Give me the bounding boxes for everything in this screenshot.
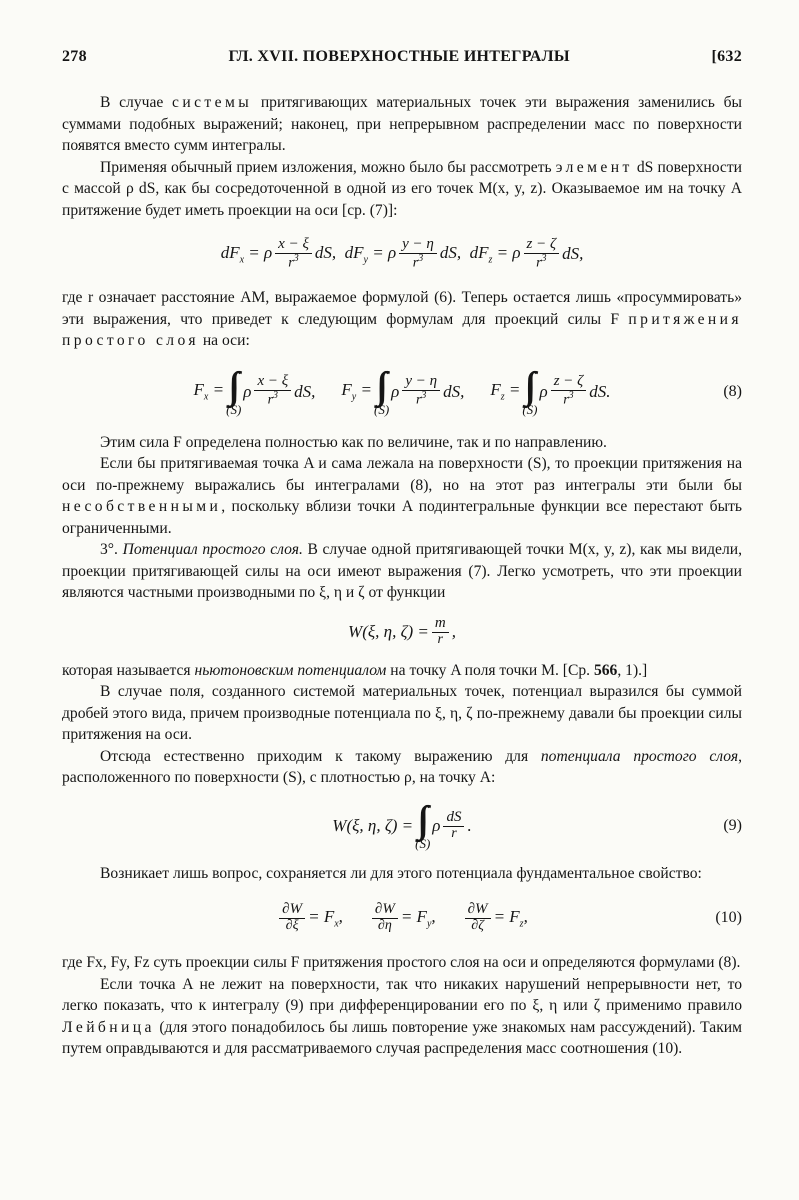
- equation-number: (10): [715, 909, 742, 926]
- equation-dF: $dF_x = \rho$ $\frac{x - \xi}{r^3}$ dS, $dF_y = \rho$ $\frac{y - \eta}{r^3}$ dS, $dF_z = \rho$ $\frac{z - \zeta}{r^3}$ dS,: [220, 235, 584, 271]
- paragraph-newtonian: которая называется ньютоновским потенциалом на точку A поля точки M. [Ср. 566, 1).]: [62, 661, 648, 679]
- equation-8: $F_x$ = ∫∫ (S) ρ $\frac{x - \xi}{r^3}$ dS, $F_y$ = ∫∫ (S) ρ $\frac{y - \eta}{r^3}$ dS, $F_z$ = ∫∫ (S) ρ $\frac{z - \zeta}{r^3}$ dS. (8): [193, 365, 742, 417]
- equation-number: (8): [723, 382, 742, 400]
- equation-newton-potential: W(ξ, η, ζ) = $\frac{m}{r}$ ,: [348, 614, 456, 647]
- paragraph-force-defined: Этим сила F определена полностью как по величине, так и по направлению.: [100, 433, 607, 451]
- equation-9: W(ξ, η, ζ) = ∫∫ (S) ρ $\frac{dS}{r}$ . (9): [332, 799, 742, 851]
- chapter-title: ГЛ. XVII. ПОВЕРХНОСТНЫЕ ИНТЕГРАЛЫ: [228, 48, 570, 65]
- paragraph-projections: где Fx, Fy, Fz суть проекции силы F притяжения простого слоя на оси и определяются формулами (8).: [62, 954, 741, 971]
- paragraph-leibniz: Если точка A не лежит на поверхности, так что никаких нарушений непрерывности нет, то легко показать, что к интегралу (9) при дифференцировании его по ξ, η или ζ применимо правило Лейбница (для этого понадобилось бы лишь повторение уже знакомых нам рассуждений). Таким путем оправдываются и для рассматриваемого случая распределения масс соотношения (10).: [62, 975, 742, 1057]
- section-number: [632: [711, 48, 742, 65]
- page-number: 278: [62, 48, 87, 65]
- equation-number: (9): [723, 816, 742, 834]
- paragraph-layer-potential: Отсюда естественно приходим к такому выражению для потенциала простого слоя, расположенного по поверхности (S), с плотностью ρ, на точку A:: [62, 747, 742, 786]
- paragraph-field: В случае поля, созданного системой материальных точек, потенциал выразился бы суммой дробей этого вида, причем производные потенциала по ξ, η, ζ по-прежнему давали бы проекции силы притяжения на оси.: [62, 683, 742, 743]
- paragraph-systems: В случае системы притягивающих материальных точек эти выражения заменились бы суммами подобных выражений; наконец, при непрерывном распределении масс по поверхности появятся вместо сумм интегралы.: [62, 94, 742, 154]
- paragraph-improper: Если бы притягиваемая точка A и сама лежала на поверхности (S), то проекции притяжения на оси по-прежнему выражались бы интегралами (8), но на этот раз интегралы эти были бы несобственными, поскольку вблизи точки A подинтегральные функции все перестают быть ограниченными.: [62, 455, 742, 537]
- page: [62, 48, 742, 1060]
- paragraph-element: Применяя обычный прием изложения, можно было бы рассмотреть элемент dS поверхности с массой ρ dS, как бы сосредоточенной в одной из его точек M(x, y, z). Оказываемое им на точку A притяжение будет иметь проекции на оси [ср. (7)]:: [62, 158, 742, 219]
- running-header: [62, 48, 742, 66]
- paragraph-question: Возникает лишь вопрос, сохраняется ли для этого потенциала фундаментальное свойство:: [100, 864, 702, 882]
- equation-10: $\frac{\partial W}{\partial\xi}$ = $F_x$, $\frac{\partial W}{\partial\eta}$ = $F_y$, $\frac{\partial W}{\partial\zeta}$ = $F_z$, (10): [62, 884, 742, 952]
- paragraph-summation: где r означает расстояние AM, выражаемое формулой (6). Теперь остается лишь «просуммировать» эти выражения, что приведет к следующим формулам для проекций силы F притяжения простого слоя на оси:: [62, 289, 742, 349]
- paragraph-potential: 3°. Потенциал простого слоя. В случае одной притягивающей точки M(x, y, z), как мы видели, проекции притягивающей силы на оси имеют выражения (7). Легко усмотреть, что эти проекции являются частными производными по ξ, η и ζ от функции: [62, 541, 743, 601]
